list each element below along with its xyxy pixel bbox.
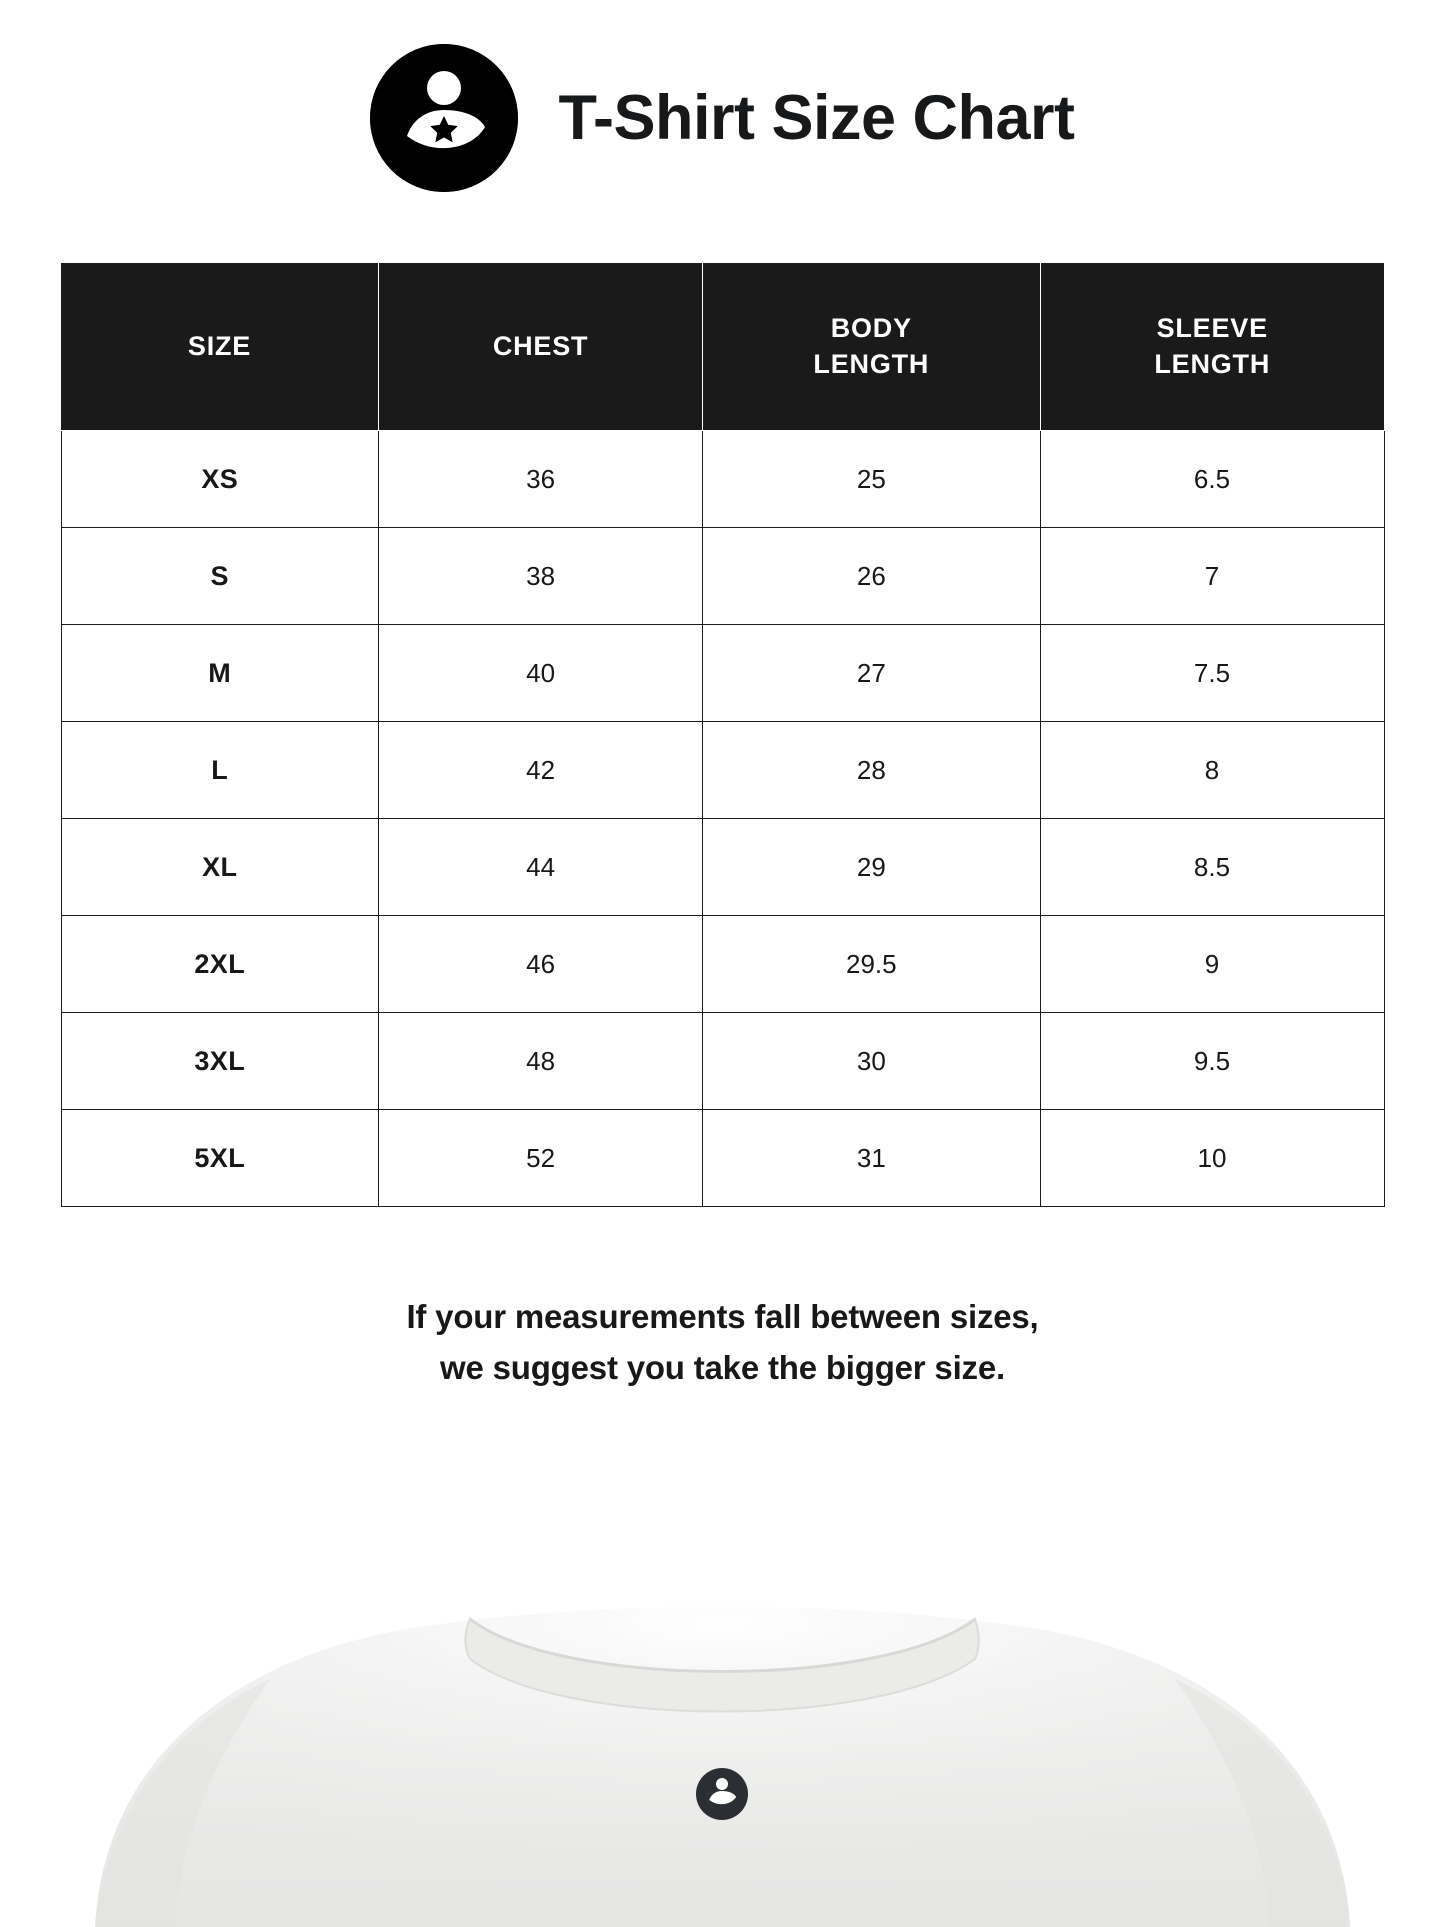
size-chart-table-wrapper <box>29 262 1417 1207</box>
cell-chest: 40 <box>379 625 703 722</box>
sizing-note-line2: we suggest you take the bigger size. <box>440 1349 1005 1387</box>
cell-chest: 44 <box>379 819 703 916</box>
cell-sleeve-length: 8 <box>1040 722 1384 819</box>
column-header-chest-line1: CHEST <box>492 330 589 361</box>
page-title: T-Shirt Size Chart <box>558 83 1075 153</box>
cell-size: 2XL <box>61 916 379 1013</box>
table-header <box>61 263 1384 431</box>
cell-chest: 42 <box>379 722 703 819</box>
table-row <box>61 916 1384 1013</box>
cell-body-length: 30 <box>703 1013 1040 1110</box>
table-row <box>61 1013 1384 1110</box>
cell-body-length: 25 <box>703 431 1040 528</box>
table-row <box>61 722 1384 819</box>
cell-chest: 38 <box>379 528 703 625</box>
cell-chest: 48 <box>379 1013 703 1110</box>
column-header-chest <box>379 263 703 431</box>
cell-body-length: 27 <box>703 625 1040 722</box>
cell-chest: 46 <box>379 916 703 1013</box>
table-header-row <box>61 263 1384 431</box>
cell-chest: 36 <box>379 431 703 528</box>
sizing-note-line1: If your measurements fall between sizes, <box>406 1298 1039 1335</box>
cell-sleeve-length: 6.5 <box>1040 431 1384 528</box>
cell-body-length: 28 <box>703 722 1040 819</box>
cell-chest: 52 <box>379 1110 703 1207</box>
cell-size: M <box>61 625 379 722</box>
cell-body-length: 31 <box>703 1110 1040 1207</box>
size-chart-table <box>61 262 1385 1207</box>
person-in-circle-logo-icon <box>370 44 518 192</box>
cell-body-length: 29 <box>703 819 1040 916</box>
column-header-sleeve-length <box>1040 263 1384 431</box>
column-header-size-line1: SIZE <box>187 330 252 361</box>
table-row <box>61 1110 1384 1207</box>
column-header-sleeve-length-line1: SLEEVE <box>1156 312 1268 343</box>
sizing-note <box>0 1291 1445 1393</box>
cell-sleeve-length: 8.5 <box>1040 819 1384 916</box>
column-header-sleeve-length-line2: LENGTH <box>1154 348 1271 379</box>
cell-sleeve-length: 7.5 <box>1040 625 1384 722</box>
column-header-size <box>61 263 379 431</box>
cell-sleeve-length: 10 <box>1040 1110 1384 1207</box>
column-header-body-length-line1: BODY <box>830 312 912 343</box>
cell-sleeve-length: 9 <box>1040 916 1384 1013</box>
column-header-body-length <box>703 263 1040 431</box>
table-body <box>61 431 1384 1207</box>
cell-body-length: 26 <box>703 528 1040 625</box>
header <box>0 0 1445 202</box>
table-row <box>61 431 1384 528</box>
cell-body-length: 29.5 <box>703 916 1040 1013</box>
cell-size: XS <box>61 431 379 528</box>
shirt-chest-logo <box>696 1768 748 1820</box>
cell-size: L <box>61 722 379 819</box>
cell-sleeve-length: 9.5 <box>1040 1013 1384 1110</box>
tshirt-photo <box>0 1597 1445 1927</box>
cell-size: 5XL <box>61 1110 379 1207</box>
column-header-body-length-line2: LENGTH <box>813 348 930 379</box>
cell-size: 3XL <box>61 1013 379 1110</box>
cell-size: XL <box>61 819 379 916</box>
cell-sleeve-length: 7 <box>1040 528 1384 625</box>
table-row <box>61 625 1384 722</box>
table-row <box>61 528 1384 625</box>
table-row <box>61 819 1384 916</box>
cell-size: S <box>61 528 379 625</box>
